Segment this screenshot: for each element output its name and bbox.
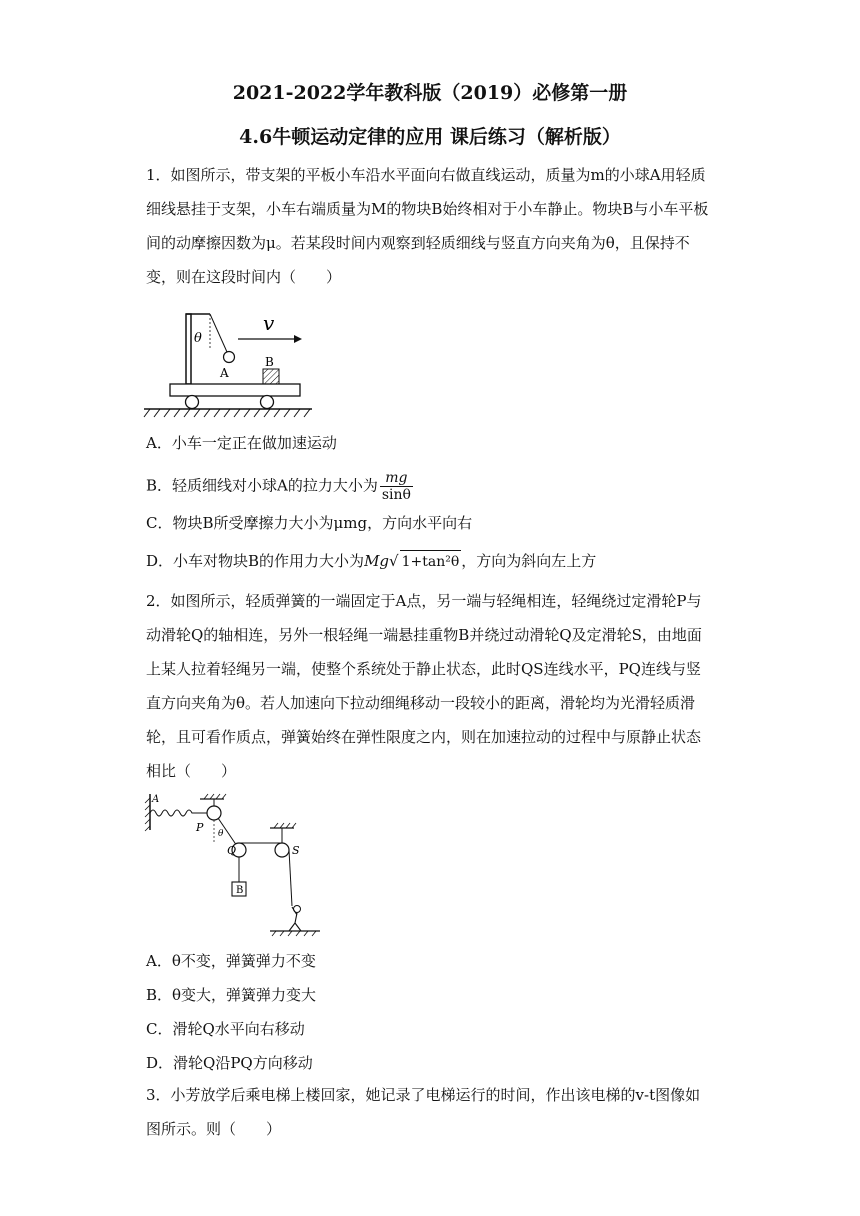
label-s: S — [292, 844, 300, 857]
spring — [150, 810, 204, 816]
sqrt-symbol: √ — [389, 552, 399, 570]
block-b — [263, 369, 279, 384]
q1-option-a: A．小车一定正在做加速运动 — [146, 434, 337, 452]
ball-a — [224, 352, 235, 363]
label-q: Q — [227, 844, 237, 857]
label-p: P — [196, 821, 204, 834]
q1-option-d-text: D．小车对物块B的作用力大小为 — [146, 552, 365, 570]
q1-option-c: C．物块B所受摩擦力大小为μmg，方向水平向右 — [146, 514, 473, 532]
fraction-denominator: sinθ — [381, 487, 411, 503]
fraction-numerator: mg — [380, 470, 413, 487]
q1-option-d-suffix: ，方向为斜向左上方 — [461, 552, 597, 570]
q1-option-d-mg: Mg — [364, 552, 390, 570]
pulley-p — [207, 806, 221, 820]
label-b: B — [265, 355, 274, 369]
label-b: B — [236, 885, 244, 896]
q1-option-d — [146, 550, 596, 573]
theta-label: θ — [218, 829, 224, 839]
pulley-system-figure — [142, 788, 332, 938]
velocity-label: v — [263, 311, 275, 335]
cart-pendulum-figure — [142, 308, 318, 420]
q1-option-b-fraction — [380, 470, 413, 503]
document-title: 2021-2022学年教科版（2019）必修第一册 — [232, 82, 628, 104]
label-a: A — [220, 366, 229, 380]
question-2-text: 2．如图所示，轻质弹簧的一端固定于A点，另一端与轻绳相连，轻绳绕过定滑轮P与动滑轮Q的轴相连，另外一根轻绳一端悬挂重物B并绕过动滑轮Q及定滑轮S，由地面上某人拉着轻绳另一端，使整个系统处于静止状态，此时QS连线水平，PQ连线与竖直方向夹角为θ。若人加速向下拉动细绳移动一段较小的距离，滑轮均为光滑轻质滑轮，且可看作质点，弹簧始终在弹性限度之内，则在加速拉动的过程中与原静止状态相比（ ） — [146, 592, 702, 780]
q2-option-a: A．θ不变，弹簧弹力不变 — [146, 952, 316, 970]
pulley-s — [275, 843, 289, 857]
question-3-text: 3．小芳放学后乘电梯上楼回家，她记录了电梯运行的时间，作出该电梯的v-t图像如图所示。则（ ） — [146, 1086, 701, 1138]
document-subtitle: 4.6牛顿运动定律的应用 课后练习（解析版） — [239, 126, 621, 148]
q1-option-b-text: B．轻质细线对小球A的拉力大小为 — [146, 476, 378, 495]
label-a: A — [152, 794, 160, 805]
q2-option-b: B．θ变大，弹簧弹力变大 — [146, 986, 317, 1004]
theta-label: θ — [194, 331, 202, 346]
question-1-text: 1．如图所示，带支架的平板小车沿水平面向右做直线运动，质量为m的小球A用轻质细线悬挂于支架，小车右端质量为M的物块B始终相对于小车静止。物块B与小车平板间的动摩擦因数为μ。若某段时间内观察到轻质细线与竖直方向夹角为θ，且保持不变，则在这段时间内（ ） — [146, 166, 709, 286]
q1-option-b — [146, 470, 413, 503]
q2-option-d: D．滑轮Q沿PQ方向移动 — [146, 1054, 313, 1072]
q1-option-d-root: 1+tan²θ — [400, 550, 462, 573]
q2-option-c: C．滑轮Q水平向右移动 — [146, 1020, 305, 1038]
